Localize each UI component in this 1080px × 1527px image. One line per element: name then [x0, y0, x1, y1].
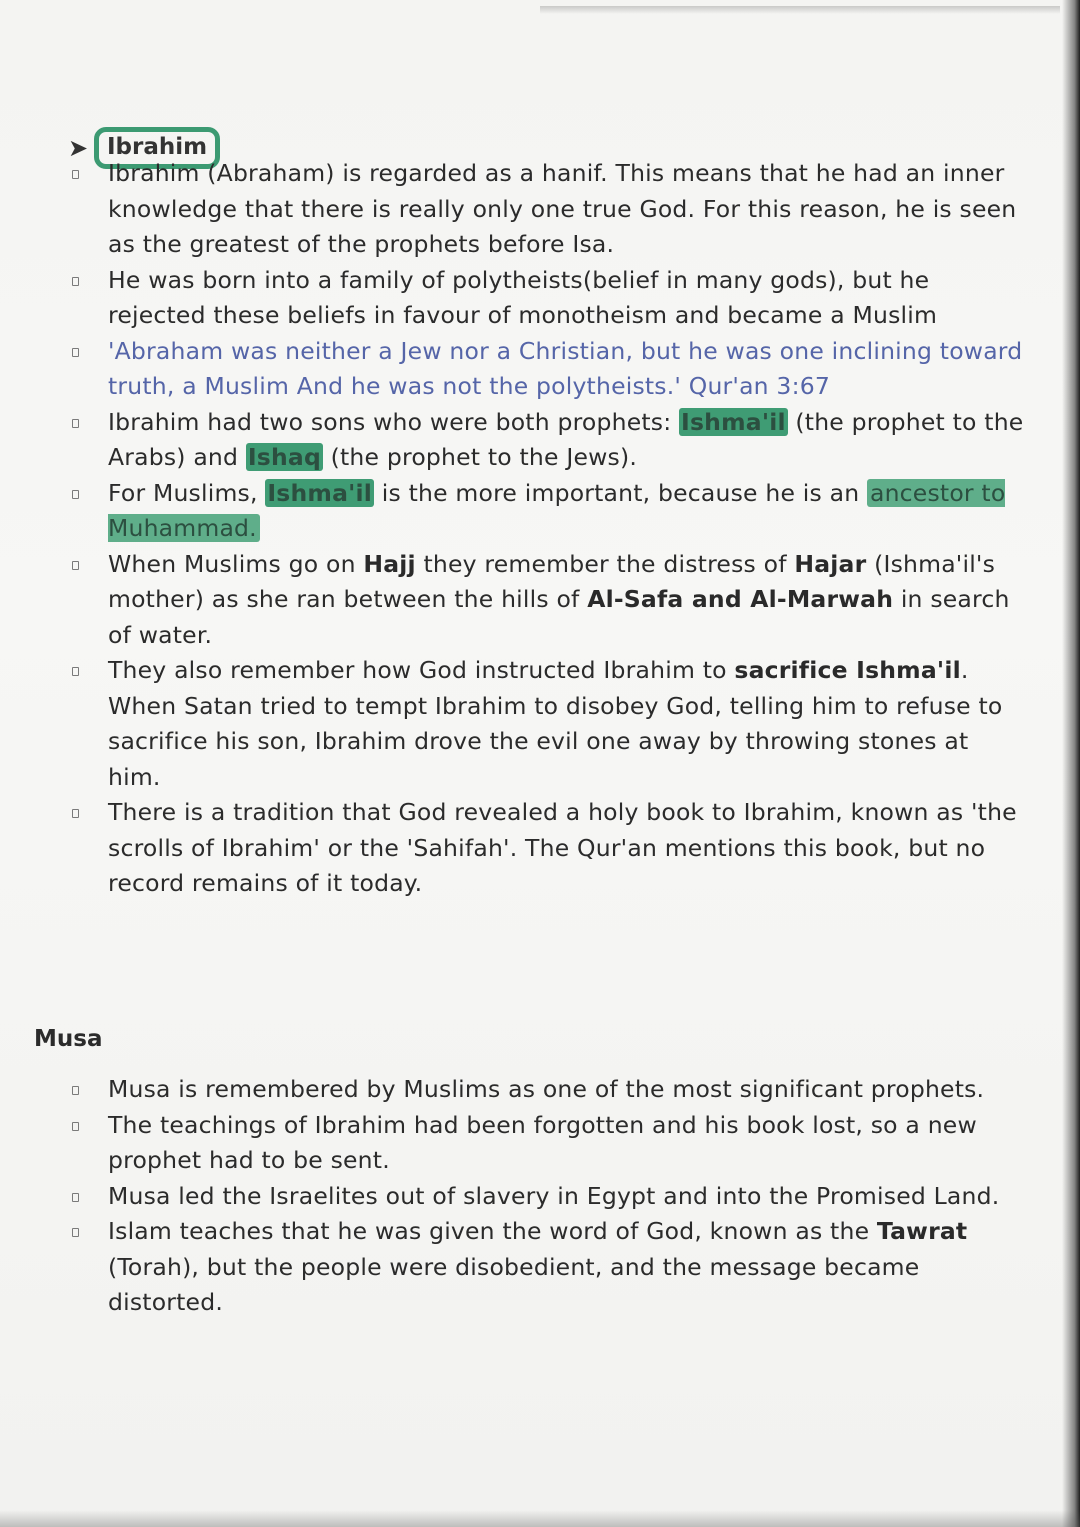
- page-shadow-right: [1062, 0, 1080, 1527]
- square-bullet-icon: [72, 170, 79, 179]
- list-item: Islam teaches that he was given the word of God, known as the Tawrat (Torah), but the people were disobedient, and the message became distorted.: [66, 1214, 1026, 1321]
- highlight-ishmail: Ishma'il: [267, 478, 373, 507]
- highlight-ishmail: Ishma'il: [681, 407, 786, 436]
- square-bullet-icon: [72, 490, 79, 499]
- arrow-icon: ➤: [68, 134, 89, 162]
- list-item: The teachings of Ibrahim had been forgotten and his book lost, so a new prophet had to be sent.: [66, 1108, 1026, 1179]
- list-item: Musa is remembered by Muslims as one of the most significant prophets.: [66, 1072, 1026, 1108]
- musa-heading: Musa: [34, 1026, 103, 1052]
- list-item: Musa led the Israelites out of slavery in Egypt and into the Promised Land.: [66, 1179, 1026, 1215]
- square-bullet-icon: [72, 1193, 79, 1202]
- square-bullet-icon: [72, 561, 79, 570]
- list-item: Ibrahim (Abraham) is regarded as a hanif. This means that he had an inner knowledge that there is really only one true God. For this reason, he is seen as the greatest of the prophets before Isa.: [66, 156, 1026, 263]
- page-shadow-top: [540, 6, 1060, 14]
- square-bullet-icon: [72, 1086, 79, 1095]
- square-bullet-icon: [72, 667, 79, 676]
- list-item: For Muslims, Ishma'il is the more important, because he is an ancestor to Muhammad.: [66, 476, 1026, 547]
- list-item: He was born into a family of polytheists(belief in many gods), but he rejected these beliefs in favour of monotheism and became a Muslim: [66, 263, 1026, 334]
- square-bullet-icon: [72, 809, 79, 818]
- square-bullet-icon: [72, 277, 79, 286]
- list-item: There is a tradition that God revealed a holy book to Ibrahim, known as 'the scrolls of Ibrahim' or the 'Sahifah'. The Qur'an mentions this book, but no record remains of it today.: [66, 795, 1026, 902]
- list-item: When Muslims go on Hajj they remember the distress of Hajar (Ishma'il's mother) as she ran between the hills of Al-Safa and Al-Marwah in search of water.: [66, 547, 1026, 654]
- highlight-ancestor: ancestor to Muhammad.: [108, 478, 1006, 542]
- quran-quote: 'Abraham was neither a Jew nor a Christian, but he was one inclining toward truth, a Muslim And he was not the polytheists.' Qur'an 3:67: [66, 334, 1026, 405]
- ibrahim-title-circled: Ibrahim: [94, 127, 220, 169]
- ibrahim-list: [66, 156, 1026, 902]
- square-bullet-icon: [72, 348, 79, 357]
- highlight-ishaq: Ishaq: [247, 443, 321, 471]
- square-bullet-icon: [72, 1228, 79, 1237]
- page-shadow-bottom: [0, 1510, 1080, 1527]
- square-bullet-icon: [72, 419, 79, 428]
- musa-list: [66, 1072, 1026, 1321]
- list-item: They also remember how God instructed Ibrahim to sacrifice Ishma'il. When Satan tried to tempt Ibrahim to disobey God, telling him to refuse to sacrifice his son, Ibrahim drove the evil one away by throwing stones at him.: [66, 653, 1026, 795]
- list-item: Ibrahim had two sons who were both prophets: Ishma'il (the prophet to the Arabs) and Ishaq (the prophet to the Jews).: [66, 405, 1026, 476]
- square-bullet-icon: [72, 1122, 79, 1131]
